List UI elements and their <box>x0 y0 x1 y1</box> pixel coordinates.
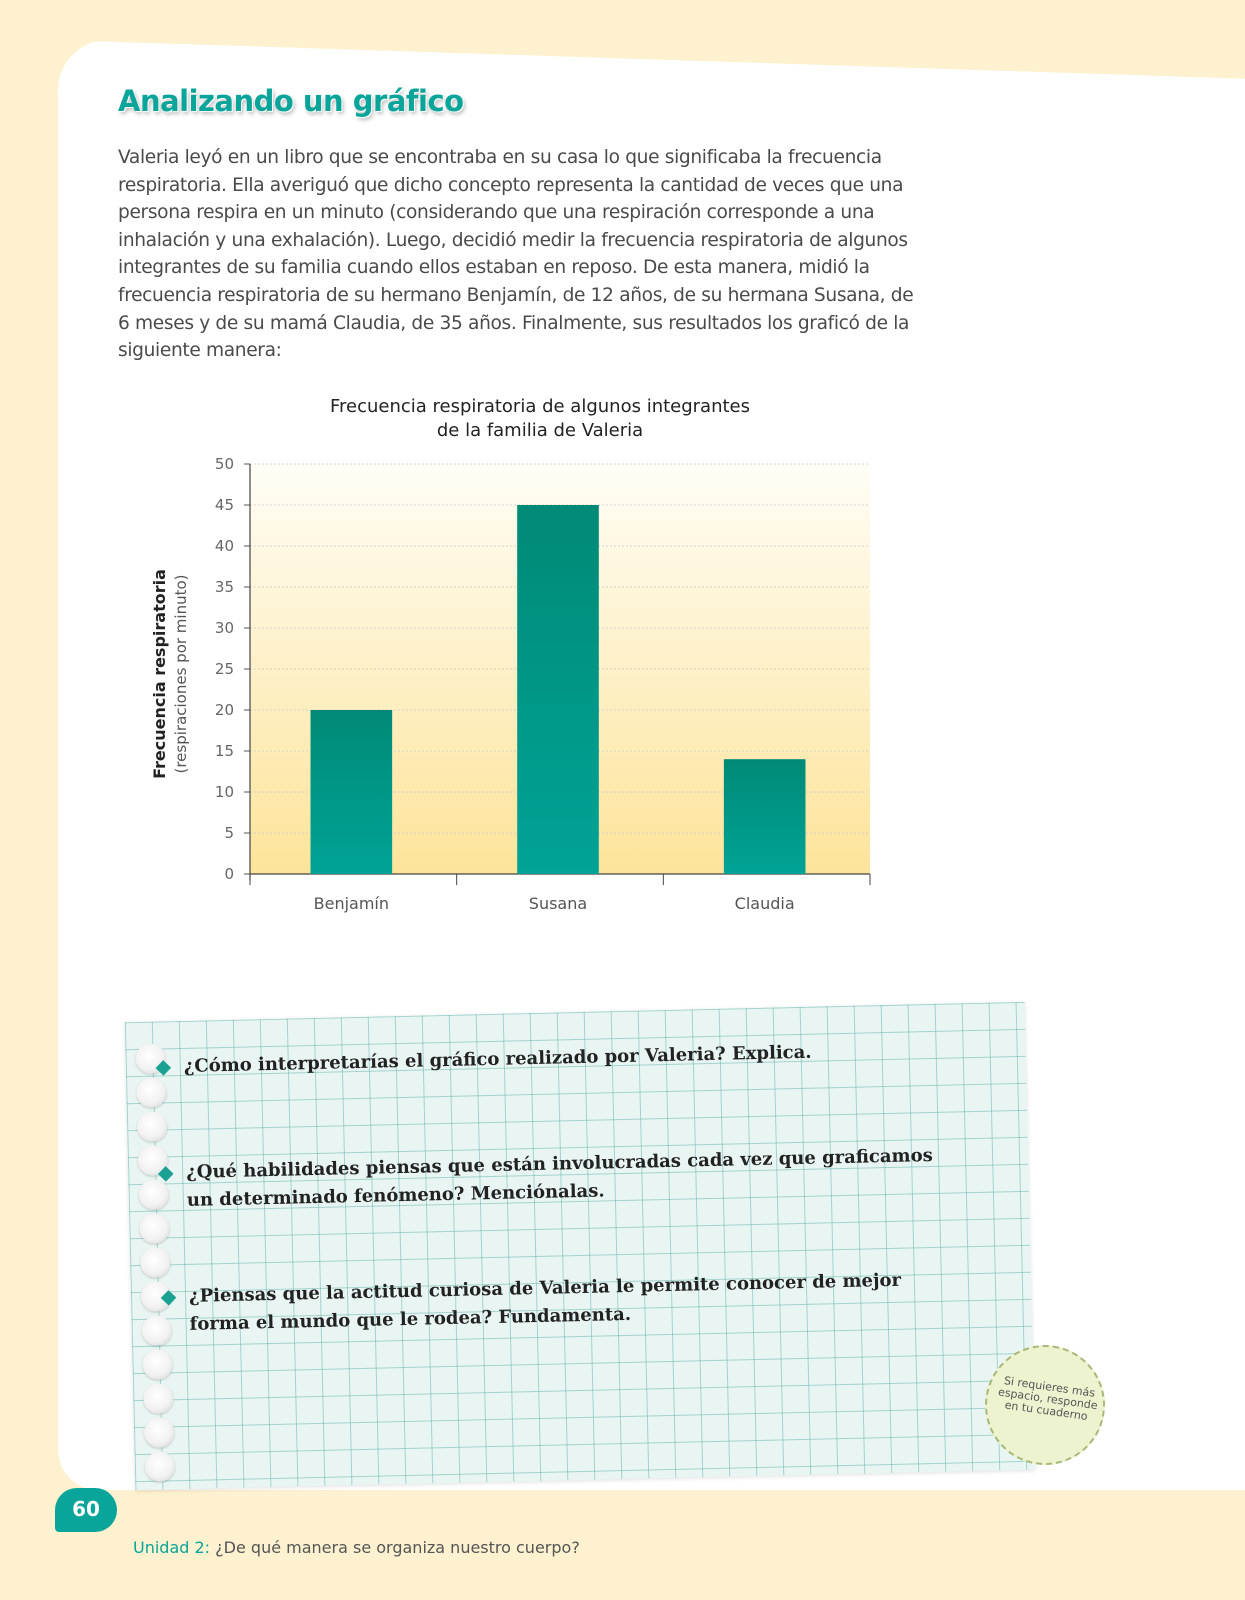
ring-hole <box>145 1451 176 1482</box>
footer <box>133 1538 580 1557</box>
y-tick-label: 5 <box>224 824 234 842</box>
bar-chart <box>140 390 900 950</box>
y-tick-label: 15 <box>214 742 234 760</box>
x-tick-label: Claudia <box>734 894 795 913</box>
ring-holes <box>135 1043 179 1484</box>
question-3 <box>189 1266 950 1339</box>
ring-hole <box>139 1213 170 1244</box>
y-tick-label: 50 <box>214 455 234 473</box>
y-tick-label: 45 <box>214 496 234 514</box>
section-title: Analizando un gráfico <box>118 84 464 118</box>
x-tick-label: Benjamín <box>313 894 390 913</box>
intro-paragraph: Valeria leyó en un libro que se encontraba en su casa lo que significaba la frecuencia respiratoria. Ella averiguó que dicho concepto representa la cantidad de veces que una persona respira en un minuto (considerando que una respiración corresponde a una inhalación y una exhalación). Luego, decidió medir la frecuencia respiratoria de algunos integrantes de su familia cuando ellos estaban en reposo. De esta manera, midió la frecuencia respiratoria de su hermano Benjamín, de 12 años, de su hermana Susana, de 6 meses y de su mamá Claudia, de 35 años. Finalmente, sus resultados los graficó de la siguiente manera: <box>118 147 914 362</box>
question-1 <box>184 1036 944 1081</box>
ring-hole <box>141 1315 172 1346</box>
question-text: ¿Cómo interpretarías el gráfico realizado por Valeria? Explica. <box>183 1041 812 1077</box>
y-tick-label: 25 <box>214 660 234 678</box>
chart-title: de la familia de Valeria <box>436 420 644 441</box>
footer-unit-title: ¿De qué manera se organiza nuestro cuerpo? <box>215 1538 580 1557</box>
ring-hole <box>138 1179 169 1210</box>
ring-hole <box>143 1383 174 1414</box>
bar-claudia <box>724 759 806 874</box>
ring-hole <box>144 1417 175 1448</box>
y-tick-label: 10 <box>214 783 234 801</box>
page-number-badge <box>55 1488 117 1532</box>
bar-benjamín <box>311 710 393 874</box>
y-axis-sublabel: (respiraciones por minuto) <box>172 574 190 774</box>
bar-susana <box>517 505 599 874</box>
y-axis-label: Frecuencia respiratoria <box>150 569 169 779</box>
y-tick-label: 30 <box>214 619 234 637</box>
footer-unit-label: Unidad 2: <box>133 1538 211 1557</box>
x-tick-label: Susana <box>528 894 588 913</box>
y-tick-label: 20 <box>214 701 234 719</box>
y-tick-label: 0 <box>224 865 234 883</box>
question-text: ¿Qué habilidades piensas que están involucradas cada vez que graficamos un determinado fenómeno? Menciónalas. <box>185 1144 933 1211</box>
chart-title: Frecuencia respiratoria de algunos integrantes <box>329 396 751 417</box>
notebook-paper <box>125 1002 1035 1490</box>
question-text: ¿Piensas que la actitud curiosa de Valeria le permite conocer de mejor forma el mundo que le rodea? Fundamenta. <box>188 1269 902 1335</box>
stamp-text: Si requieres más espacio, responde en tu cuaderno <box>997 1374 1099 1423</box>
ring-hole <box>140 1247 171 1278</box>
ring-hole <box>142 1349 173 1380</box>
page-number: 60 <box>72 1497 100 1521</box>
y-tick-label: 40 <box>214 537 234 555</box>
ring-hole <box>137 1111 168 1142</box>
question-2 <box>186 1142 947 1215</box>
ring-hole <box>136 1077 167 1108</box>
y-tick-label: 35 <box>214 578 234 596</box>
